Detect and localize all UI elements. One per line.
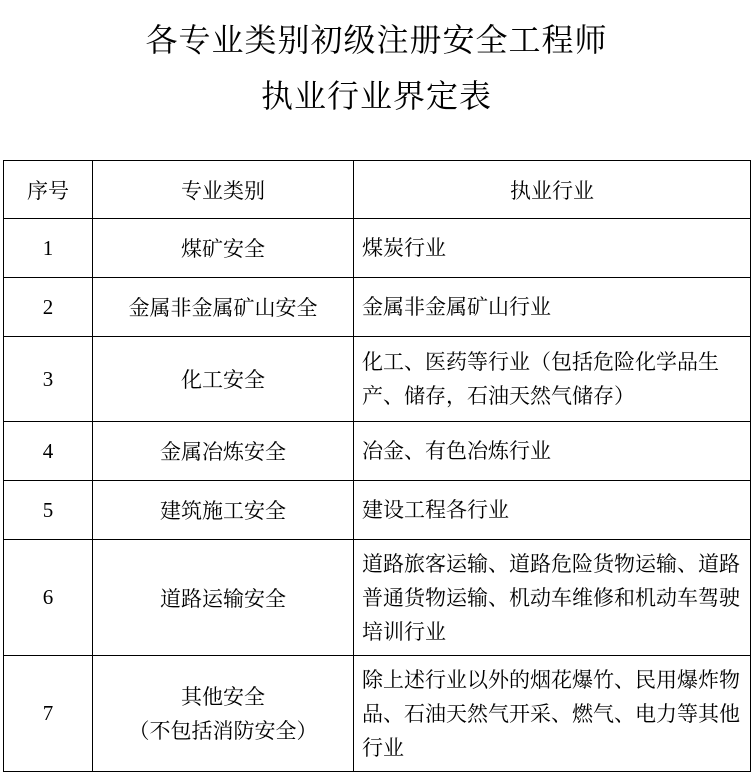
- row-industry: 煤炭行业: [354, 219, 751, 278]
- row-category: 金属冶炼安全: [93, 422, 354, 481]
- row-category-cell: [93, 656, 354, 772]
- row-industry: 金属非金属矿山行业: [354, 278, 751, 337]
- document-title-line-2: 执业行业界定表: [260, 77, 492, 115]
- table-row: [4, 422, 751, 481]
- industry-definition-table: [3, 160, 751, 772]
- row-industry: 除上述行业以外的烟花爆竹、民用爆炸物品、石油天然气开采、燃气、电力等其他行业: [354, 656, 751, 772]
- row-industry: 化工、医药等行业（包括危险化学品生产、储存，石油天然气储存）: [354, 337, 751, 422]
- row-number: 4: [4, 422, 93, 481]
- header-industry: 执业行业: [354, 161, 751, 219]
- row-number: 5: [4, 481, 93, 540]
- table-row: [4, 278, 751, 337]
- row-number: 3: [4, 337, 93, 422]
- table-row: [4, 481, 751, 540]
- row-industry: 道路旅客运输、道路危险货物运输、道路普通货物运输、机动车维修和机动车驾驶培训行业: [354, 540, 751, 656]
- row-category: 建筑施工安全: [93, 481, 354, 540]
- table-row: [4, 337, 751, 422]
- table-row: [4, 656, 751, 772]
- header-number: 序号: [4, 161, 93, 219]
- row-number: 7: [4, 656, 93, 772]
- table-row: [4, 219, 751, 278]
- header-category: 专业类别: [93, 161, 354, 219]
- row-industry: 冶金、有色冶炼行业: [354, 422, 751, 481]
- row-industry: 建设工程各行业: [354, 481, 751, 540]
- row-number: 6: [4, 540, 93, 656]
- row-category: 金属非金属矿山安全: [93, 278, 354, 337]
- row-category: 道路运输安全: [93, 540, 354, 656]
- row-category-note: （不包括消防安全）: [128, 718, 318, 743]
- row-category: 其他安全: [181, 684, 265, 709]
- table-row: [4, 540, 751, 656]
- row-number: 2: [4, 278, 93, 337]
- row-category: 化工安全: [93, 337, 354, 422]
- row-category: 煤矿安全: [93, 219, 354, 278]
- table-header-row: [4, 161, 751, 219]
- row-number: 1: [4, 219, 93, 278]
- document-title-line-1: 各专业类别初级注册安全工程师: [145, 21, 608, 59]
